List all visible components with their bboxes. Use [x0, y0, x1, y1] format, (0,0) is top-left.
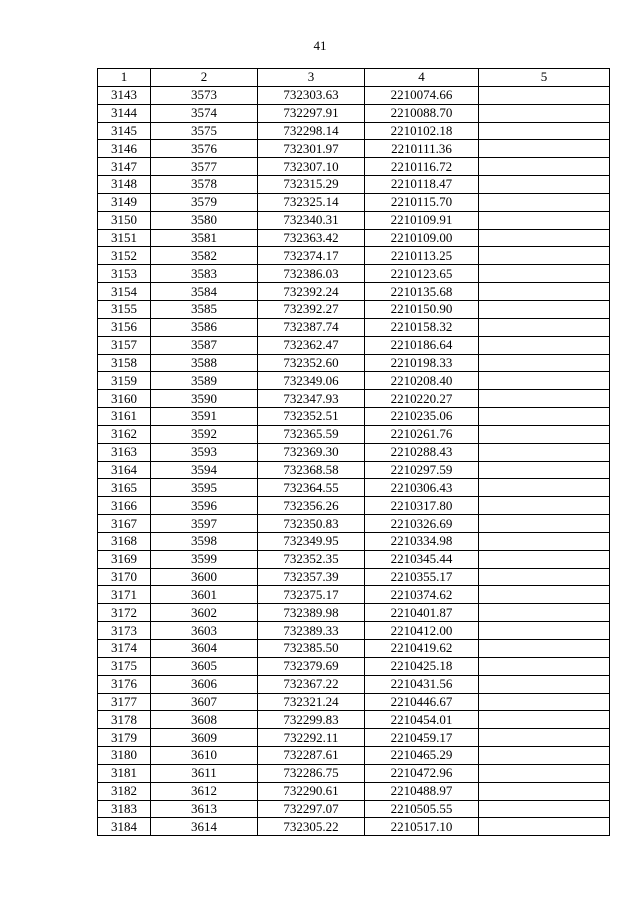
table-cell: 732286.75 — [258, 764, 365, 782]
table-cell — [479, 657, 610, 675]
table-cell: 2210235.06 — [365, 408, 479, 426]
table-cell: 3595 — [151, 479, 258, 497]
table-cell: 3612 — [151, 782, 258, 800]
table-cell: 2210109.91 — [365, 211, 479, 229]
table-cell — [479, 336, 610, 354]
table-cell: 2210317.80 — [365, 497, 479, 515]
table-row — [98, 747, 610, 765]
table-cell: 2210220.27 — [365, 390, 479, 408]
table-cell — [479, 800, 610, 818]
table-cell: 2210116.72 — [365, 158, 479, 176]
table-cell: 3179 — [98, 729, 151, 747]
table-cell — [479, 782, 610, 800]
table-cell: 2210401.87 — [365, 604, 479, 622]
table-cell: 732301.97 — [258, 140, 365, 158]
table-row — [98, 211, 610, 229]
table-cell: 732352.51 — [258, 408, 365, 426]
table-cell — [479, 515, 610, 533]
table-cell: 732374.17 — [258, 247, 365, 265]
table-cell: 3171 — [98, 586, 151, 604]
table-cell: 2210355.17 — [365, 568, 479, 586]
table-cell: 2210102.18 — [365, 122, 479, 140]
table-cell: 3145 — [98, 122, 151, 140]
table-cell: 732350.83 — [258, 515, 365, 533]
table-cell: 3143 — [98, 86, 151, 104]
table-cell — [479, 568, 610, 586]
table-row — [98, 800, 610, 818]
table-cell — [479, 176, 610, 194]
table-cell: 2210454.01 — [365, 711, 479, 729]
table-row — [98, 550, 610, 568]
table-cell: 732292.11 — [258, 729, 365, 747]
table-cell: 2210261.76 — [365, 425, 479, 443]
table-row — [98, 318, 610, 336]
table-cell: 2210113.25 — [365, 247, 479, 265]
table-cell: 3580 — [151, 211, 258, 229]
table-cell: 2210505.55 — [365, 800, 479, 818]
table-cell: 3592 — [151, 425, 258, 443]
table-cell: 3168 — [98, 532, 151, 550]
table-cell — [479, 586, 610, 604]
table-cell: 3165 — [98, 479, 151, 497]
table-cell: 732321.24 — [258, 693, 365, 711]
table-cell — [479, 479, 610, 497]
table-cell: 3582 — [151, 247, 258, 265]
table-cell — [479, 318, 610, 336]
table-row — [98, 640, 610, 658]
table-cell: 732290.61 — [258, 782, 365, 800]
table-row — [98, 532, 610, 550]
table-cell: 3607 — [151, 693, 258, 711]
table-cell: 3167 — [98, 515, 151, 533]
table-cell: 3152 — [98, 247, 151, 265]
table-cell: 3174 — [98, 640, 151, 658]
table-cell: 3604 — [151, 640, 258, 658]
table-cell: 3584 — [151, 283, 258, 301]
column-header: 1 — [98, 69, 151, 87]
table-cell: 732299.83 — [258, 711, 365, 729]
table-row — [98, 711, 610, 729]
table-cell: 3151 — [98, 229, 151, 247]
table-cell — [479, 461, 610, 479]
table-cell: 732369.30 — [258, 443, 365, 461]
table-cell: 3169 — [98, 550, 151, 568]
table-cell — [479, 211, 610, 229]
table-cell: 3602 — [151, 604, 258, 622]
table-cell: 3149 — [98, 193, 151, 211]
table-cell: 2210198.33 — [365, 354, 479, 372]
table-cell: 732362.47 — [258, 336, 365, 354]
table-row — [98, 818, 610, 836]
table-cell: 732375.17 — [258, 586, 365, 604]
table-row — [98, 693, 610, 711]
table-cell: 2210150.90 — [365, 300, 479, 318]
table-cell: 3577 — [151, 158, 258, 176]
table-cell: 3586 — [151, 318, 258, 336]
table-cell: 2210472.96 — [365, 764, 479, 782]
table-cell: 2210123.65 — [365, 265, 479, 283]
table-cell — [479, 764, 610, 782]
table-row — [98, 515, 610, 533]
table-cell: 2210158.32 — [365, 318, 479, 336]
table-cell — [479, 747, 610, 765]
table-cell — [479, 193, 610, 211]
table-cell: 3598 — [151, 532, 258, 550]
table-row — [98, 657, 610, 675]
table-cell: 2210088.70 — [365, 104, 479, 122]
table-cell — [479, 425, 610, 443]
table-cell: 2210374.62 — [365, 586, 479, 604]
table-cell — [479, 711, 610, 729]
table-cell: 2210459.17 — [365, 729, 479, 747]
table-cell — [479, 104, 610, 122]
table-cell: 3163 — [98, 443, 151, 461]
table-cell: 3599 — [151, 550, 258, 568]
table-cell: 3184 — [98, 818, 151, 836]
table-cell: 732386.03 — [258, 265, 365, 283]
table-row — [98, 675, 610, 693]
table-cell — [479, 693, 610, 711]
page-number: 41 — [313, 38, 327, 53]
table-cell: 732349.95 — [258, 532, 365, 550]
table-cell: 2210288.43 — [365, 443, 479, 461]
table-cell: 3164 — [98, 461, 151, 479]
table-row — [98, 86, 610, 104]
table-cell: 3583 — [151, 265, 258, 283]
table-cell: 3147 — [98, 158, 151, 176]
table-cell: 732287.61 — [258, 747, 365, 765]
table-cell: 2210412.00 — [365, 622, 479, 640]
table-cell: 3575 — [151, 122, 258, 140]
table-row — [98, 604, 610, 622]
table-cell — [479, 372, 610, 390]
table-cell: 732387.74 — [258, 318, 365, 336]
table-cell: 3180 — [98, 747, 151, 765]
table-cell: 3144 — [98, 104, 151, 122]
table-cell: 2210334.98 — [365, 532, 479, 550]
table-cell: 2210297.59 — [365, 461, 479, 479]
column-header: 2 — [151, 69, 258, 87]
table-cell: 3600 — [151, 568, 258, 586]
table-cell: 732389.33 — [258, 622, 365, 640]
table-cell — [479, 390, 610, 408]
table-cell: 732305.22 — [258, 818, 365, 836]
table-cell: 2210488.97 — [365, 782, 479, 800]
table-cell: 2210115.70 — [365, 193, 479, 211]
table-cell: 732368.58 — [258, 461, 365, 479]
table-cell: 732352.60 — [258, 354, 365, 372]
table-row — [98, 764, 610, 782]
table-cell: 732307.10 — [258, 158, 365, 176]
table-row — [98, 568, 610, 586]
table-cell: 3162 — [98, 425, 151, 443]
table-cell: 2210419.62 — [365, 640, 479, 658]
table-cell: 3176 — [98, 675, 151, 693]
table-row — [98, 283, 610, 301]
table-row — [98, 479, 610, 497]
table-cell: 3157 — [98, 336, 151, 354]
table-cell: 2210135.68 — [365, 283, 479, 301]
table-row — [98, 140, 610, 158]
table-cell: 2210109.00 — [365, 229, 479, 247]
table-cell: 3609 — [151, 729, 258, 747]
table-cell: 3613 — [151, 800, 258, 818]
table-row — [98, 229, 610, 247]
table-row — [98, 265, 610, 283]
table-row — [98, 122, 610, 140]
table-cell: 3183 — [98, 800, 151, 818]
table-cell: 3574 — [151, 104, 258, 122]
table-cell — [479, 408, 610, 426]
table-cell — [479, 604, 610, 622]
table-cell: 732364.55 — [258, 479, 365, 497]
table-cell: 3182 — [98, 782, 151, 800]
table-cell — [479, 247, 610, 265]
table-cell: 3593 — [151, 443, 258, 461]
table-cell — [479, 158, 610, 176]
table-row — [98, 390, 610, 408]
table-cell: 3181 — [98, 764, 151, 782]
table-cell — [479, 818, 610, 836]
header-row — [98, 69, 610, 87]
column-header: 4 — [365, 69, 479, 87]
table-row — [98, 782, 610, 800]
table-cell: 2210431.56 — [365, 675, 479, 693]
table-cell: 3605 — [151, 657, 258, 675]
table-row — [98, 336, 610, 354]
table-cell — [479, 622, 610, 640]
table-cell: 3596 — [151, 497, 258, 515]
table-cell: 732315.29 — [258, 176, 365, 194]
table-cell — [479, 265, 610, 283]
table-cell: 3148 — [98, 176, 151, 194]
coordinates-table — [97, 68, 610, 836]
table-cell: 3172 — [98, 604, 151, 622]
table-cell: 732297.07 — [258, 800, 365, 818]
table-row — [98, 372, 610, 390]
table-row — [98, 729, 610, 747]
table-cell: 3597 — [151, 515, 258, 533]
table-cell — [479, 497, 610, 515]
table-cell: 3170 — [98, 568, 151, 586]
table-row — [98, 158, 610, 176]
table-cell: 3590 — [151, 390, 258, 408]
table-row — [98, 586, 610, 604]
table-cell: 3606 — [151, 675, 258, 693]
table-cell: 732352.35 — [258, 550, 365, 568]
table-cell: 2210446.67 — [365, 693, 479, 711]
table-cell — [479, 729, 610, 747]
table-cell: 3576 — [151, 140, 258, 158]
table-header — [98, 69, 610, 87]
table-cell — [479, 122, 610, 140]
table-row — [98, 300, 610, 318]
table-cell: 3158 — [98, 354, 151, 372]
table-cell: 2210517.10 — [365, 818, 479, 836]
table-row — [98, 622, 610, 640]
table-cell: 3155 — [98, 300, 151, 318]
table-cell — [479, 443, 610, 461]
table-cell: 3573 — [151, 86, 258, 104]
table-cell — [479, 283, 610, 301]
table-cell: 2210074.66 — [365, 86, 479, 104]
table-cell: 3588 — [151, 354, 258, 372]
table-row — [98, 104, 610, 122]
table-cell: 2210111.36 — [365, 140, 479, 158]
table-cell: 3587 — [151, 336, 258, 354]
table-row — [98, 497, 610, 515]
table-row — [98, 461, 610, 479]
table-cell: 3150 — [98, 211, 151, 229]
table-cell: 732298.14 — [258, 122, 365, 140]
table-cell: 3591 — [151, 408, 258, 426]
table-cell: 3156 — [98, 318, 151, 336]
table-cell: 3154 — [98, 283, 151, 301]
table-cell: 732303.63 — [258, 86, 365, 104]
table-cell: 732392.27 — [258, 300, 365, 318]
table-cell: 3614 — [151, 818, 258, 836]
table-cell — [479, 300, 610, 318]
table-cell: 732349.06 — [258, 372, 365, 390]
table-cell: 732379.69 — [258, 657, 365, 675]
table-cell — [479, 550, 610, 568]
table-cell: 3601 — [151, 586, 258, 604]
table-cell — [479, 675, 610, 693]
table-cell: 2210306.43 — [365, 479, 479, 497]
table-cell — [479, 640, 610, 658]
table-cell: 732389.98 — [258, 604, 365, 622]
table-cell: 3579 — [151, 193, 258, 211]
table-cell — [479, 354, 610, 372]
table-cell: 2210118.47 — [365, 176, 479, 194]
table-cell: 3146 — [98, 140, 151, 158]
table-row — [98, 247, 610, 265]
table-cell — [479, 86, 610, 104]
table-row — [98, 425, 610, 443]
table-cell: 732356.26 — [258, 497, 365, 515]
table-cell: 732385.50 — [258, 640, 365, 658]
table-row — [98, 408, 610, 426]
table-cell: 2210326.69 — [365, 515, 479, 533]
table-cell: 2210465.29 — [365, 747, 479, 765]
table-body — [98, 86, 610, 835]
table-cell — [479, 140, 610, 158]
table-cell: 3166 — [98, 497, 151, 515]
table-cell: 732340.31 — [258, 211, 365, 229]
table-cell: 3161 — [98, 408, 151, 426]
table-cell: 3173 — [98, 622, 151, 640]
table-cell: 732325.14 — [258, 193, 365, 211]
table-cell: 3581 — [151, 229, 258, 247]
table-cell: 732357.39 — [258, 568, 365, 586]
table-cell: 732347.93 — [258, 390, 365, 408]
table-cell: 732392.24 — [258, 283, 365, 301]
table-cell: 3178 — [98, 711, 151, 729]
table-cell: 3177 — [98, 693, 151, 711]
table-cell: 2210425.18 — [365, 657, 479, 675]
table-cell: 732297.91 — [258, 104, 365, 122]
table-cell: 3594 — [151, 461, 258, 479]
table-cell: 2210345.44 — [365, 550, 479, 568]
table-cell: 3175 — [98, 657, 151, 675]
table-row — [98, 176, 610, 194]
table-cell: 3585 — [151, 300, 258, 318]
table-cell: 3610 — [151, 747, 258, 765]
table-cell: 2210208.40 — [365, 372, 479, 390]
column-header: 3 — [258, 69, 365, 87]
table-cell: 732367.22 — [258, 675, 365, 693]
table-cell: 3603 — [151, 622, 258, 640]
table-cell: 3153 — [98, 265, 151, 283]
table-row — [98, 354, 610, 372]
table-cell: 3160 — [98, 390, 151, 408]
table-cell: 3159 — [98, 372, 151, 390]
table-cell: 3611 — [151, 764, 258, 782]
table-cell: 732365.59 — [258, 425, 365, 443]
column-header: 5 — [479, 69, 610, 87]
table-cell: 3608 — [151, 711, 258, 729]
table-cell — [479, 532, 610, 550]
table-row — [98, 193, 610, 211]
table-row — [98, 443, 610, 461]
table-cell: 2210186.64 — [365, 336, 479, 354]
table-cell — [479, 229, 610, 247]
table-cell: 732363.42 — [258, 229, 365, 247]
table-cell: 3589 — [151, 372, 258, 390]
table-cell: 3578 — [151, 176, 258, 194]
